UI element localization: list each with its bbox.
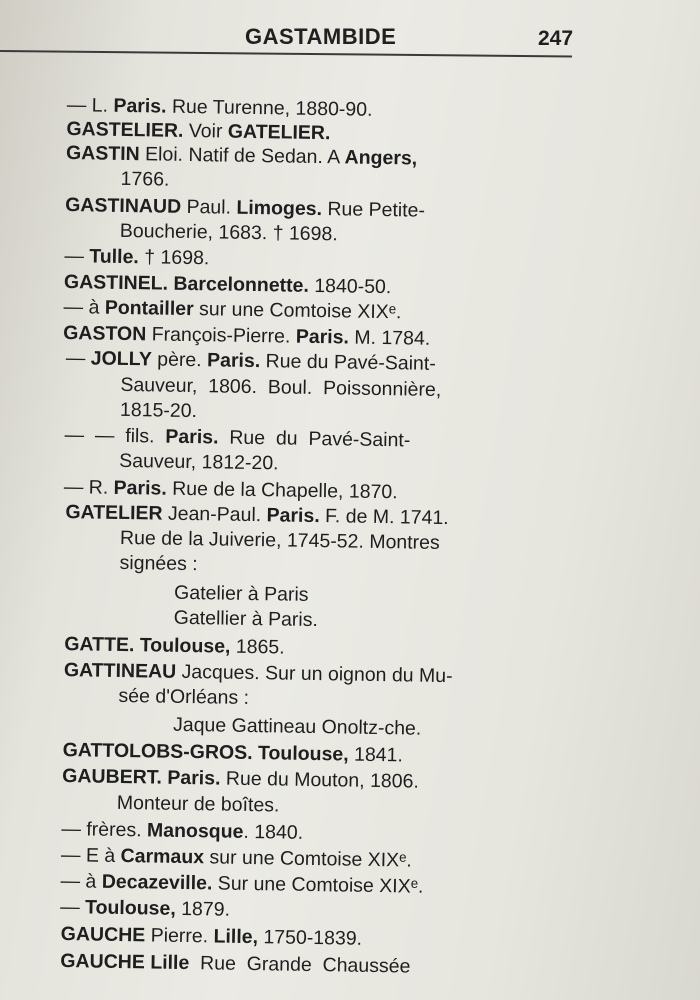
entry-text: Rue du Pavé-Saint- — [260, 350, 436, 375]
entry-line — [120, 398, 197, 423]
entry-text: 1841. — [348, 743, 404, 767]
entry-line — [64, 423, 410, 452]
entry-text: sur une Comtoise XIXᵉ. — [193, 298, 402, 324]
entries-column — [0, 92, 700, 978]
bold-term: GASTELIER. — [66, 118, 184, 142]
header-rule — [0, 50, 572, 57]
entry-text: — à — [63, 296, 105, 319]
entry-text: — — [64, 245, 90, 268]
bold-term: Limoges. — [236, 196, 323, 221]
entry-line — [119, 449, 279, 476]
entry-text: sée d'Orléans : — [118, 684, 250, 709]
entry-text: 1865. — [230, 635, 285, 659]
bold-term: Barcelonnette. — [173, 272, 310, 297]
entry-line — [120, 219, 338, 246]
entry-text: Rue de la Juiverie, 1745-52. Montres — [119, 526, 440, 554]
entry-text: père. — [151, 348, 208, 372]
entry-line — [117, 791, 280, 818]
entry-text: Rue de la Chapelle, 1870. — [166, 477, 398, 504]
entry-text: — — [65, 347, 91, 370]
entry-text: 1750-1839. — [257, 926, 363, 950]
bold-term: Toulouse, — [257, 742, 349, 766]
bold-term: Tulle. — [89, 245, 140, 269]
entry-line — [61, 843, 412, 873]
entry-text: Monteur de boîtes. — [116, 791, 280, 817]
entry-line — [119, 551, 197, 576]
entry-text: Paul. — [180, 195, 237, 219]
entry-line — [66, 141, 418, 171]
entry-text: 1815-20. — [119, 398, 198, 423]
entry-text: Boucherie, 1683. † 1698. — [119, 219, 338, 246]
bold-term: Manosque — [146, 819, 244, 843]
entry-line — [61, 817, 303, 845]
bold-term: Paris. — [165, 425, 219, 449]
entry-text: Jean-Paul. — [162, 502, 267, 527]
entry-line — [174, 606, 318, 632]
entry-text: Rue du Mouton, 1806. — [220, 767, 420, 793]
entry-text: — E à — [60, 844, 121, 867]
entry-text: . 1840. — [243, 820, 304, 844]
entry-text: Voir — [183, 119, 229, 143]
entry-text: Rue du Pavé-Saint- — [218, 426, 411, 452]
entry-line — [174, 581, 309, 607]
entry-text: Rue Turenne, 1880-90. — [166, 95, 373, 121]
entry-text: M. 1784. — [348, 326, 431, 350]
entry-line — [66, 346, 436, 376]
entry-text: Eloi. Natif de Sedan. A — [139, 143, 345, 169]
entry-line — [118, 684, 249, 710]
entry-text: Rue Grande Chaussée — [189, 952, 411, 978]
bold-term: GATTOLOBS-GROS. — [62, 739, 253, 765]
entry-text: Sauveur, 1806. Boul. Poissonnière, — [120, 373, 442, 401]
entry-text: — L. — [66, 94, 114, 117]
bold-term: Paris. — [206, 349, 261, 373]
page-number: 247 — [538, 27, 574, 50]
bold-term: Carmaux — [120, 844, 205, 869]
entry-text: 1766. — [120, 167, 170, 191]
bold-term: Lille — [150, 951, 190, 975]
bold-term: Paris. — [113, 476, 167, 500]
entry-line — [120, 526, 440, 555]
bold-term: GAUCHE — [60, 923, 146, 947]
bold-term: Pontailler — [104, 296, 194, 321]
entry-line — [120, 373, 441, 402]
entry-text: Jaque Gattineau Onoltz-che. — [172, 713, 422, 740]
entry-text: Jacques. Sur un oignon du Mu- — [176, 660, 453, 688]
entry-line — [60, 949, 410, 978]
entry-text: signées : — [119, 551, 198, 576]
entry-text: Rue Petite- — [321, 198, 426, 222]
entry-text: François-Pierre. — [146, 323, 296, 348]
bold-term: GASTON — [63, 322, 147, 346]
entry-line — [64, 244, 209, 270]
entry-text: 1879. — [175, 897, 231, 921]
bold-term: GASTINEL. — [63, 271, 169, 295]
entry-line — [173, 713, 422, 741]
entry-text: Sauveur, 1812-20. — [119, 449, 279, 475]
bold-term: Paris. — [167, 766, 221, 790]
entry-text: — à — [60, 870, 102, 893]
entry-line — [64, 270, 392, 299]
running-title: GASTAMBIDE — [245, 24, 397, 49]
entry-text: sur une Comtoise XIXᵉ. — [203, 846, 412, 872]
entry-line — [120, 167, 169, 192]
bold-term: GASTINAUD — [65, 194, 182, 218]
entry-line — [61, 922, 363, 951]
bold-term: GATTE. — [64, 633, 135, 657]
bold-term: Toulouse, — [84, 896, 176, 920]
bold-term: Paris. — [295, 325, 350, 349]
bold-term: GASTIN — [65, 142, 140, 166]
bold-term: Paris. — [266, 504, 320, 528]
entry-line — [64, 632, 285, 659]
entry-text: — — [60, 896, 86, 919]
entry-line — [62, 764, 419, 794]
bold-term: GAUCHE — [60, 950, 146, 974]
entry-text: F. de M. 1741. — [319, 505, 449, 530]
entry-text: Sur une Comtoise XIXᵉ. — [212, 872, 424, 898]
entry-line — [62, 738, 403, 767]
entry-line — [60, 895, 230, 922]
bold-term: Lille, — [213, 925, 259, 949]
entry-text: Gatellier à Paris. — [173, 606, 319, 632]
entry-text: — R. — [63, 476, 114, 499]
bold-term: Decazeville. — [101, 870, 213, 895]
entry-text: — frères. — [61, 818, 148, 842]
entry-text: 1840-50. — [308, 274, 392, 299]
bold-term: GAUBERT. — [62, 765, 163, 789]
entry-text: — — fils. — [64, 424, 166, 448]
entry-line — [60, 869, 423, 899]
bold-term: GATELIER — [65, 501, 163, 525]
bold-term: Angers, — [344, 146, 418, 170]
bold-term: JOLLY — [90, 347, 152, 371]
bold-term: GATELIER. — [227, 120, 331, 145]
entry-text: † 1698. — [138, 246, 210, 270]
bold-term: Paris. — [113, 94, 167, 118]
entry-text: Gatelier à Paris — [173, 581, 309, 606]
bold-term: GATTINEAU — [63, 659, 177, 683]
entry-text: Pierre. — [145, 924, 214, 948]
bold-term: Toulouse, — [139, 634, 231, 658]
entry-line — [63, 295, 401, 324]
